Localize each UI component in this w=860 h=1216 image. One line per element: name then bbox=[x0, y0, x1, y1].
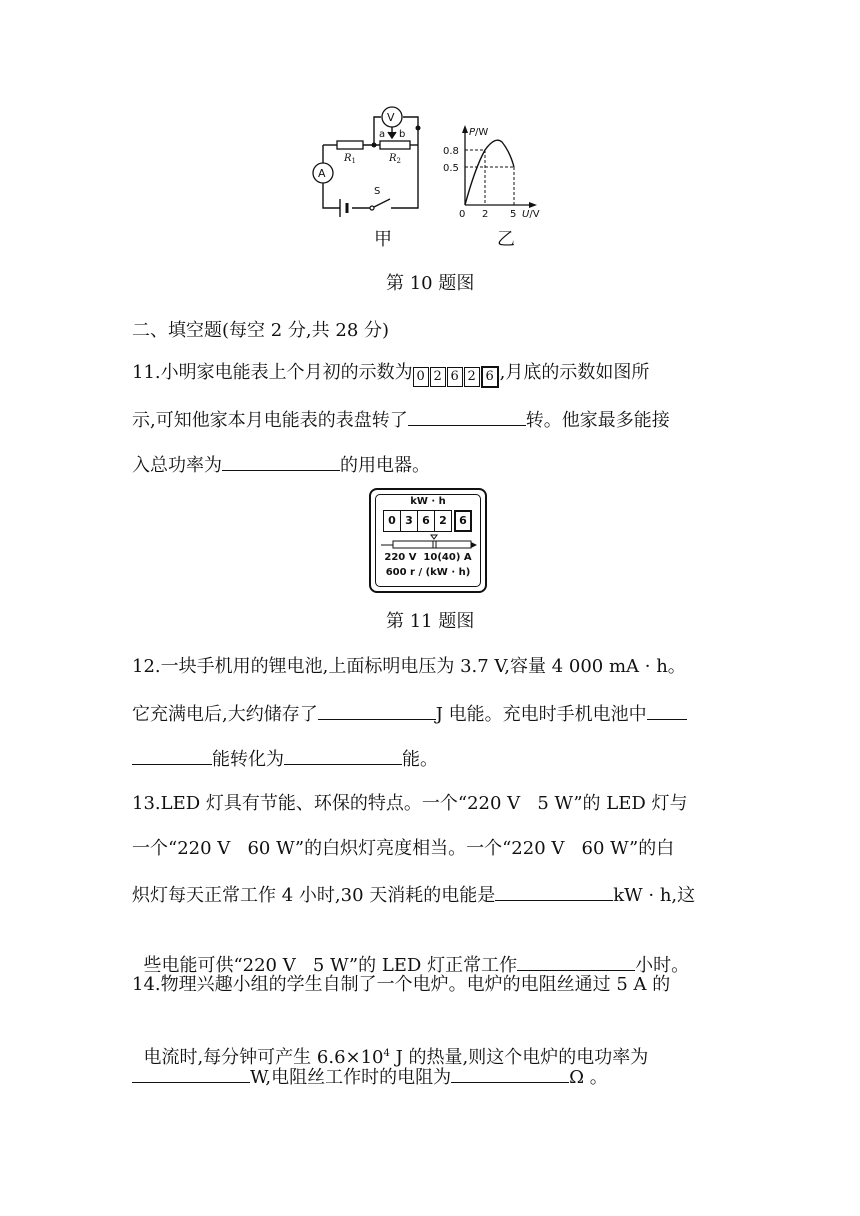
circuit-diagram bbox=[300, 95, 430, 220]
meter-digits: 0 3 6 2 6 bbox=[383, 510, 472, 532]
label-yi: 乙 bbox=[497, 229, 515, 250]
meter-unit: kW · h bbox=[410, 496, 446, 507]
start-reading-boxes: 0 2 6 2 6 bbox=[413, 362, 500, 383]
q11-line2: 示,可知他家本月电能表的表盘转了 转。他家最多能接 bbox=[132, 407, 732, 433]
q14-line3: W,电阻丝工作时的电阻为 Ω 。 bbox=[132, 1064, 732, 1090]
q12-line3: 能转化为 能。 bbox=[132, 746, 732, 772]
slider-a-label: a bbox=[379, 129, 386, 140]
answer-blank bbox=[517, 952, 635, 971]
slider-b-label: b bbox=[399, 129, 406, 140]
answer-blank bbox=[318, 701, 436, 720]
q13-line2: 一个“220 V 60 W”的白炽灯亮度相当。一个“220 V 60 W”的白 bbox=[132, 838, 675, 859]
answer-blank bbox=[408, 407, 526, 426]
electricity-meter bbox=[369, 488, 487, 593]
answer-blank bbox=[284, 746, 402, 765]
fig11-caption: 第 11 题图 bbox=[386, 611, 475, 632]
meter-disc-indicator bbox=[379, 533, 479, 551]
tick-y-05: 0.5 bbox=[443, 163, 459, 174]
answer-blank bbox=[451, 1064, 569, 1083]
q14-line2: 电流时,每分钟可产生 $6.6\times 10^4$ J 的热量,则这个电炉的电功率为 bbox=[143, 1047, 649, 1068]
q12-line2: 它充满电后,大约储存了 J 电能。充电时手机电池中 bbox=[132, 701, 732, 727]
r1-label: $R_1$ bbox=[344, 153, 356, 165]
q12-line1: 12.一块手机用的锂电池,上面标明电压为 3.7 V,容量 4 000 mA · h。 bbox=[132, 656, 686, 677]
graph-y-label: P/W bbox=[469, 127, 489, 138]
section-heading: 二、填空题(每空 2 分,共 28 分) bbox=[132, 320, 390, 341]
q13-line1: 13.LED 灯具有节能、环保的特点。一个“220 V 5 W”的 LED 灯与 bbox=[132, 793, 688, 814]
meter-spec-revolutions: 600 r / (kW · h) bbox=[385, 567, 471, 578]
answer-blank bbox=[222, 452, 340, 471]
tick-x-2: 2 bbox=[482, 209, 489, 220]
ammeter-label: A bbox=[318, 167, 326, 180]
q13-line4: 些电能可供“220 V 5 W”的 LED 灯正常工作 小时。 bbox=[132, 928, 732, 978]
answer-blank bbox=[647, 701, 687, 720]
r2-label: $R_2$ bbox=[389, 153, 401, 165]
tick-x-5: 5 bbox=[510, 209, 517, 220]
meter-spec-voltage-current: 220 V 10(40) A bbox=[384, 552, 472, 563]
voltmeter-label: V bbox=[387, 111, 395, 124]
fig10-caption: 第 10 题图 bbox=[386, 273, 475, 294]
q11-line1: 11.小明家电能表上个月初的示数为 0 2 6 2 6 ,月底的示数如图所 bbox=[132, 361, 732, 388]
tick-x-0: 0 bbox=[459, 209, 466, 220]
answer-blank bbox=[495, 882, 613, 901]
q11-line3: 入总功率为 的用电器。 bbox=[132, 452, 732, 478]
label-jia: 甲 bbox=[374, 229, 392, 250]
switch-label: S bbox=[374, 186, 381, 197]
tick-y-08: 0.8 bbox=[443, 146, 459, 157]
answer-blank bbox=[132, 746, 212, 765]
answer-blank bbox=[132, 1064, 250, 1083]
graph-x-label: U/V bbox=[522, 209, 540, 220]
q13-line3: 炽灯每天正常工作 4 小时,30 天消耗的电能是 kW · h,这 bbox=[132, 882, 732, 908]
q14-line1: 14.物理兴趣小组的学生自制了一个电炉。电炉的电阻丝通过 5 A 的 bbox=[132, 974, 671, 995]
power-voltage-graph bbox=[440, 120, 565, 220]
